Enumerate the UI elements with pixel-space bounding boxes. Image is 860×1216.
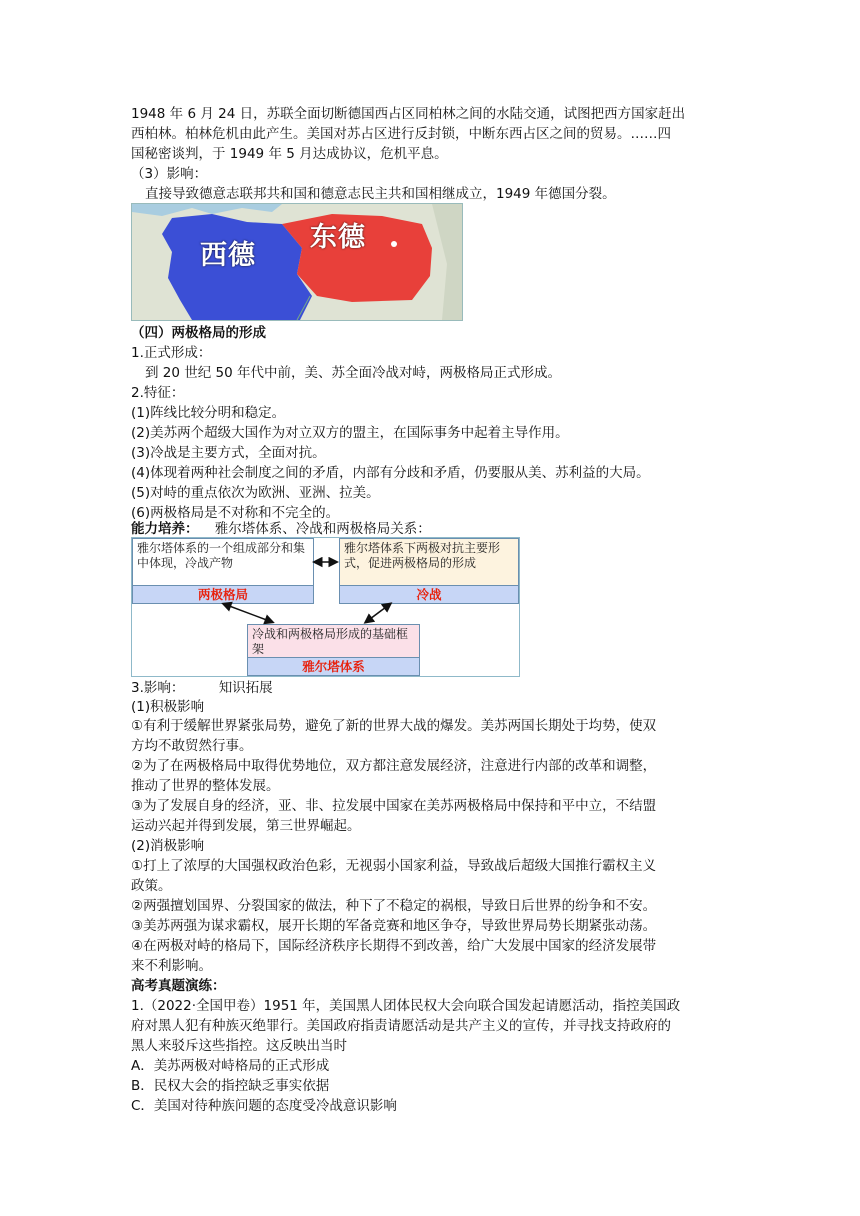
influence-line <box>131 678 731 698</box>
question-1-line-1: 1.（2022·全国甲卷）1951 年，美国黑人团体民权大会向联合国发起请愿活动，指控美国政 <box>131 998 681 1014</box>
negative-item-4-cont: 来不利影响。 <box>131 958 212 974</box>
yalta-box-text: 冷战和两极格局形成的基础框架 <box>252 627 409 656</box>
coldwar-box-label: 冷战 <box>340 585 518 603</box>
negative-item-4: ④在两极对峙的格局下，国际经济秩序长期得不到改善，给广大发展中国家的经济发展带 <box>131 938 657 954</box>
bipolar-box-text: 雅尔塔体系的一个组成部分和集中体现，冷战产物 <box>137 541 306 570</box>
germany-division-map <box>131 203 463 321</box>
intro-line-3: 国秘密谈判，于 1949 年 5 月达成协议，危机平息。 <box>131 146 448 162</box>
positive-heading: (1)积极影响 <box>131 699 205 715</box>
ability-text: 雅尔塔体系、冷战和两极格局关系： <box>214 521 431 537</box>
impact3-heading: （3）影响： <box>131 166 208 182</box>
question-1-line-3: 黑人来驳斥这些指控。这反映出当时 <box>131 1038 347 1054</box>
feature-item: (1)阵线比较分明和稳定。 <box>131 405 286 421</box>
positive-item-3: ③为了发展自身的经济，亚、非、拉发展中国家在美苏两极格局中保持和平中立，不结盟 <box>131 798 657 814</box>
positive-item-2-cont: 推动了世界的整体发展。 <box>131 778 280 794</box>
east-germany-label: 东德 <box>310 222 366 253</box>
exam-title: 高考真题演练： <box>131 978 226 994</box>
negative-item-1: ①打上了浓厚的大国强权政治色彩，无视弱小国家利益，导致战后超级大国推行霸权主义 <box>131 858 657 874</box>
negative-heading: (2)消极影响 <box>131 838 205 854</box>
feature-item: (4)体现着两种社会制度之间的矛盾，内部有分歧和矛盾，仍要服从美、苏利益的大局。 <box>131 465 650 481</box>
formation-heading: 1.正式形成： <box>131 345 212 361</box>
coldwar-box-text: 雅尔塔体系下两极对抗主要形式，促进两极格局的形成 <box>344 541 501 570</box>
option-b: B．民权大会的指控缺乏事实依据 <box>131 1078 330 1094</box>
ability-line <box>131 519 731 539</box>
ability-label: 能力培养： <box>131 521 199 537</box>
knowledge-extension: 知识拓展 <box>218 680 273 696</box>
impact3-text: 直接导致德意志联邦共和国和德意志民主共和国相继成立，1949 年德国分裂。 <box>145 186 616 202</box>
negative-item-2: ②两强擅划国界、分裂国家的做法，种下了不稳定的祸根，导致日后世界的纷争和不安。 <box>131 898 657 914</box>
option-c: C．美国对待种族问题的态度受冷战意识影响 <box>131 1098 397 1114</box>
option-a: A．美苏两极对峙格局的正式形成 <box>131 1058 330 1074</box>
relationship-diagram <box>131 537 520 677</box>
bipolar-box-label: 两极格局 <box>133 585 313 603</box>
positive-item-1: ①有利于缓解世界紧张局势，避免了新的世界大战的爆发。美苏两国长期处于均势，使双 <box>131 718 657 734</box>
section4-title: （四）两极格局的形成 <box>131 325 266 341</box>
positive-item-2: ②为了在两极格局中取得优势地位，双方都注意发展经济，注意进行内部的改革和调整， <box>131 758 657 774</box>
west-germany-label: 西德 <box>200 240 256 271</box>
feature-item: (2)美苏两个超级大国作为对立双方的盟主，在国际事务中起着主导作用。 <box>131 425 569 441</box>
negative-item-1-cont: 政策。 <box>131 878 172 894</box>
features-heading: 2.特征： <box>131 385 185 401</box>
negative-item-3: ③美苏两强为谋求霸权，展开长期的军备竞赛和地区争夺，导致世界局势长期紧张动荡。 <box>131 918 657 934</box>
influence-heading: 3.影响： <box>131 680 185 696</box>
feature-item: (5)对峙的重点依次为欧洲、亚洲、拉美。 <box>131 485 380 501</box>
intro-line-1: 1948 年 6 月 24 日，苏联全面切断德国西占区同柏林之间的水陆交通，试图把西方国家赶出 <box>131 106 686 122</box>
diagram-arrows <box>132 538 519 676</box>
positive-item-3-cont: 运动兴起并得到发展，第三世界崛起。 <box>131 818 361 834</box>
intro-line-2: 西柏林。柏林危机由此产生。美国对苏占区进行反封锁，中断东西占区之间的贸易。……四 <box>131 126 671 142</box>
question-1-line-2: 府对黑人犯有种族灭绝罪行。美国政府指责请愿活动是共产主义的宣传，并寻找支持政府的 <box>131 1018 671 1034</box>
feature-item: (3)冷战是主要方式，全面对抗。 <box>131 445 326 461</box>
yalta-box-label: 雅尔塔体系 <box>248 657 419 675</box>
feature-item: (6)两极格局是不对称和不完全的。 <box>131 505 340 521</box>
positive-item-1-cont: 方均不敢贸然行事。 <box>131 738 253 754</box>
formation-text: 到 20 世纪 50 年代中前，美、苏全面冷战对峙，两极格局正式形成。 <box>145 365 562 381</box>
